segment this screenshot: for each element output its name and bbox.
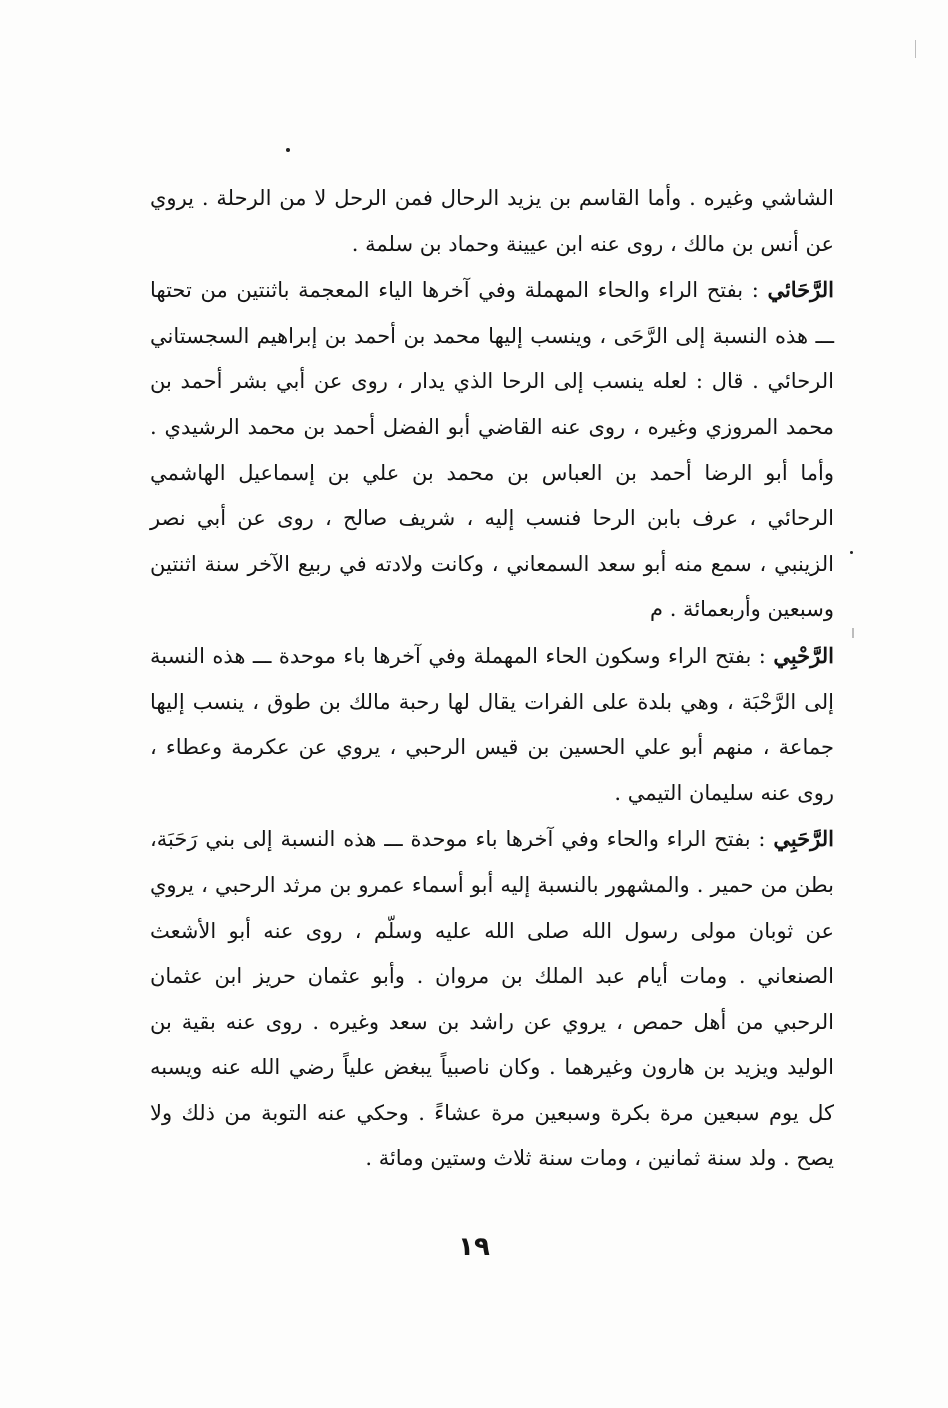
body-text [150, 176, 834, 1182]
page-number: ١٩ [458, 1232, 490, 1262]
entry-headword: الرَّحَبِي [773, 826, 834, 852]
margin-mark [915, 40, 916, 58]
entry-text: : بفتح الراء وسكون الحاء المهملة وفي آخرها باء موحدة ـــ هذه النسبة إلى الرَّحْبَة ، وهي بلدة على الفرات يقال لها رحبة مالك بن طوق ، ينسب إليها جماعة ، منهم أبو علي الحسين بن قيس الرحبي ، يروي عن عكرمة وعطاء ، روى عنه سليمان التيمي . [150, 643, 834, 805]
entry-text: : بفتح الراء والحاء وفي آخرها باء موحدة ـــ هذه النسبة إلى بني رَحَبَة، بطن من حمير . والمشهور بالنسبة إليه أبو أسماء عمرو بن مرثد الرحبي ، يروي عن ثوبان مولى رسول الله صلى الله عليه وسلّم ، روى عنه أبو الأشعث الصنعاني . ومات أيام عبد الملك بن مروان . وأبو عثمان حريز ابن عثمان الرحبي من أهل حمص ، يروي عن راشد بن سعد وغيره . روى عنه بقية بن الوليد ويزيد بن هارون وغيرهما . وكان ناصبياً يبغض علياً رضي الله عنه ويسبه كل يوم سبعين مرة بكرة وسبعين مرة عشاءً . وحكي عنه التوبة من ذلك ولا يصح . ولد سنة ثمانين ، ومات سنة ثلاث وستين ومائة . [150, 827, 834, 1171]
entry-headword: الرَّحْبِي [773, 642, 834, 668]
entry-text: : بفتح الراء والحاء المهملة وفي آخرها الياء المعجمة باثنتين من تحتها ـــ هذه النسبة إلى الرَّحَى ، وينسب إليها محمد بن أحمد بن إبراهيم السجستاني الرحائي . قال : لعله ينسب إلى الرحا الذي يدار ، روى عن أبي بشر أحمد بن محمد المروزي وغيره ، روى عنه القاضي أبو الفضل أحمد بن محمد الرشيدي . وأما أبو الرضا أحمد بن العباس بن محمد بن علي بن إسماعيل الهاشمي الرحائي ، عرف بابن الرحا فنسب إليه ، شريف صالح ، روى عن أبي نصر الزينبي ، سمع منه أبو سعد السمعاني ، وكانت ولادته في ربيع الآخر سنة اثنتين وسبعين وأربعمائة . م [150, 278, 834, 622]
paragraph-continuation [150, 176, 834, 267]
entry-rahbi [150, 633, 834, 816]
ink-speck [850, 551, 853, 554]
entry-rahabi [150, 816, 834, 1182]
ink-speck [286, 148, 290, 152]
entry-headword: الرَّحَائي [767, 277, 834, 303]
paragraph-text: الشاشي وغيره . وأما القاسم بن يزيد الرحال فمن الرحل لا من الرحلة . يروي عن أنس بن مالك ، روى عنه ابن عيينة وحماد بن سلمة . [150, 186, 834, 256]
margin-mark [852, 628, 854, 638]
entry-rahai [150, 267, 834, 633]
